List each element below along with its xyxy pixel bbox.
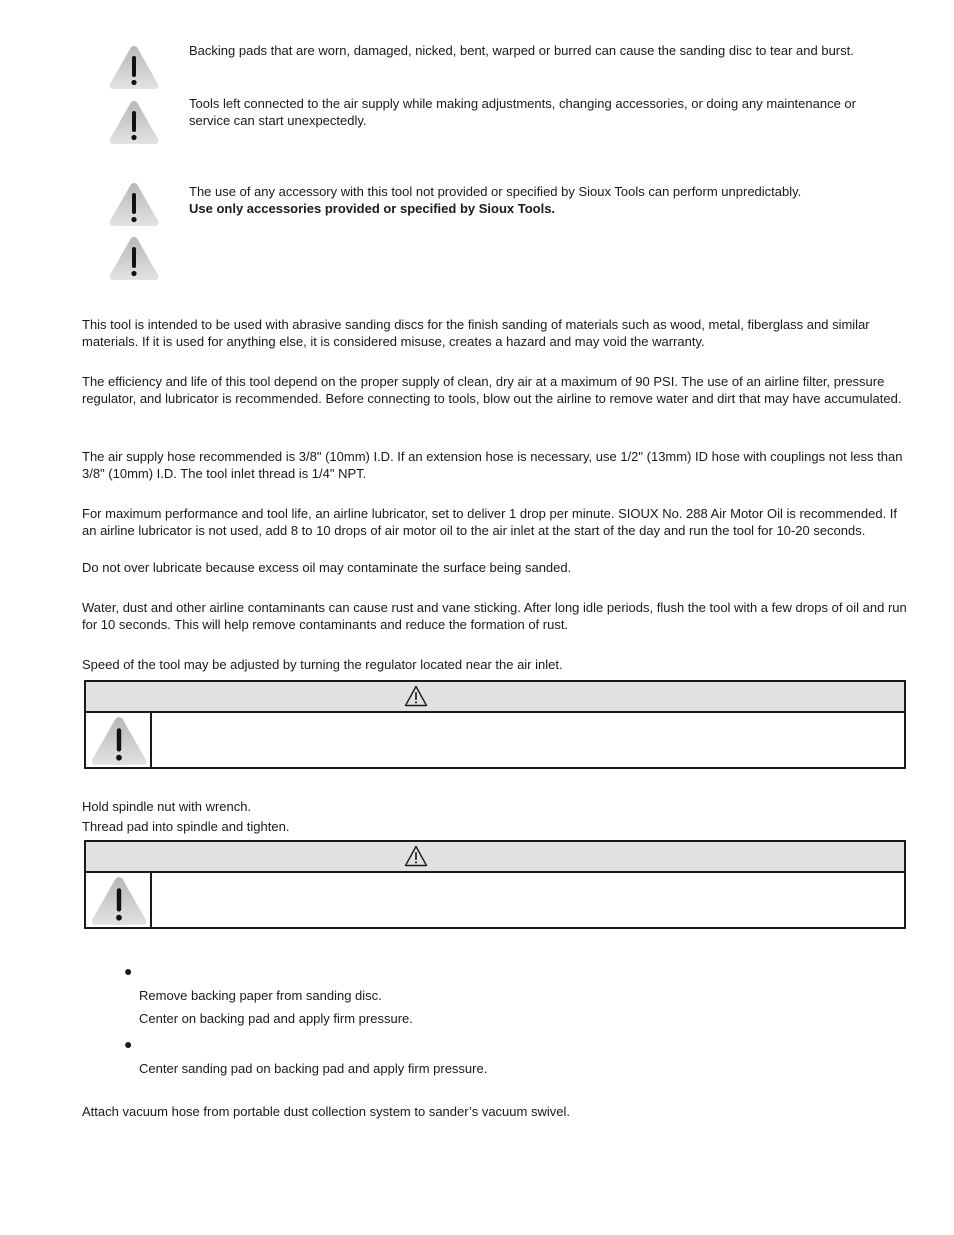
caution-box-icon-cell — [86, 873, 152, 928]
warning-exclamation-icon — [90, 715, 148, 766]
caution-triangle-icon — [404, 845, 428, 867]
caution-box-body — [86, 873, 904, 928]
paragraph-hose: The air supply hose recommended is 3/8" (10mm) I.D. If an extension hose is necessary, use 1/2" (13mm) ID hose with couplings not less than 3/8" (10mm) I.D. The tool inlet thread is 1/4" NPT. — [82, 449, 903, 481]
warning-exclamation-icon — [108, 235, 160, 281]
warning-text-accessories-bold: Use only accessories provided or specified by Sioux Tools. — [189, 201, 556, 216]
step-center-sanding-pad: Center sanding pad on backing pad and apply firm pressure. — [139, 1061, 488, 1076]
step-center-disc: Center on backing pad and apply firm pressure. — [139, 1011, 413, 1026]
step-thread-pad: Thread pad into spindle and tighten. — [82, 819, 290, 834]
warning-exclamation-icon — [108, 181, 160, 227]
warning-exclamation-icon — [108, 99, 160, 145]
caution-box-header — [86, 842, 904, 873]
caution-triangle-icon — [404, 685, 428, 707]
warning-text-accessories — [189, 183, 889, 217]
caution-box-header — [86, 682, 904, 713]
paragraph-lubrication: For maximum performance and tool life, an airline lubricator, set to deliver 1 drop per minute. SIOUX No. 288 Air Motor Oil is recommended. If an airline lubricator is not used, add 8 to 10 drops of air motor oil to the air inlet at the start of the day and run the tool for 10-20 seconds. — [82, 506, 898, 538]
caution-box-body — [86, 713, 904, 768]
paragraph-contaminants: Water, dust and other airline contaminants can cause rust and vane sticking. After long idle periods, flush the tool with a few drops of oil and run for 10 seconds. This will help remove contaminants and reduce the formation of rust. — [82, 600, 907, 632]
bullet-marker: ● — [124, 1036, 133, 1052]
warning-text-accessories-line: The use of any accessory with this tool not provided or specified by Sioux Tools can perform unpredictably. — [189, 184, 802, 199]
step-hold-spindle-nut: Hold spindle nut with wrench. — [82, 799, 252, 814]
caution-box — [84, 840, 906, 929]
bullet-marker: ● — [124, 963, 133, 979]
caution-box-icon-cell — [86, 713, 152, 768]
caution-box — [84, 680, 906, 769]
warning-text-backing-pads: Backing pads that are worn, damaged, nicked, bent, warped or burred can cause the sanding disc to tear and burst. — [189, 43, 854, 58]
warning-exclamation-icon — [90, 875, 148, 926]
paragraph-air-supply: The efficiency and life of this tool depend on the proper supply of clean, dry air at a maximum of 90 PSI. The use of an airline filter, pressure regulator, and lubricator is recommended. Before connecting to tools, blow out the airline to remove water and dirt that may have accumulated. — [82, 374, 902, 406]
paragraph-speed: Speed of the tool may be adjusted by turning the regulator located near the air inlet. — [82, 657, 563, 672]
warning-text-air-supply: Tools left connected to the air supply while making adjustments, changing accessories, or doing any maintenance or service can start unexpectedly. — [189, 96, 856, 128]
step-remove-backing-paper: Remove backing paper from sanding disc. — [139, 988, 382, 1003]
warning-exclamation-icon — [108, 44, 160, 90]
paragraph-intended-use: This tool is intended to be used with abrasive sanding discs for the finish sanding of materials such as wood, metal, fiberglass and similar materials. If it is used for anything else, it is considered misuse, creates a hazard and may void the warranty. — [82, 317, 870, 349]
paragraph-over-lubricate: Do not over lubricate because excess oil may contaminate the surface being sanded. — [82, 560, 572, 575]
paragraph-vacuum: Attach vacuum hose from portable dust collection system to sander’s vacuum swivel. — [82, 1104, 570, 1119]
